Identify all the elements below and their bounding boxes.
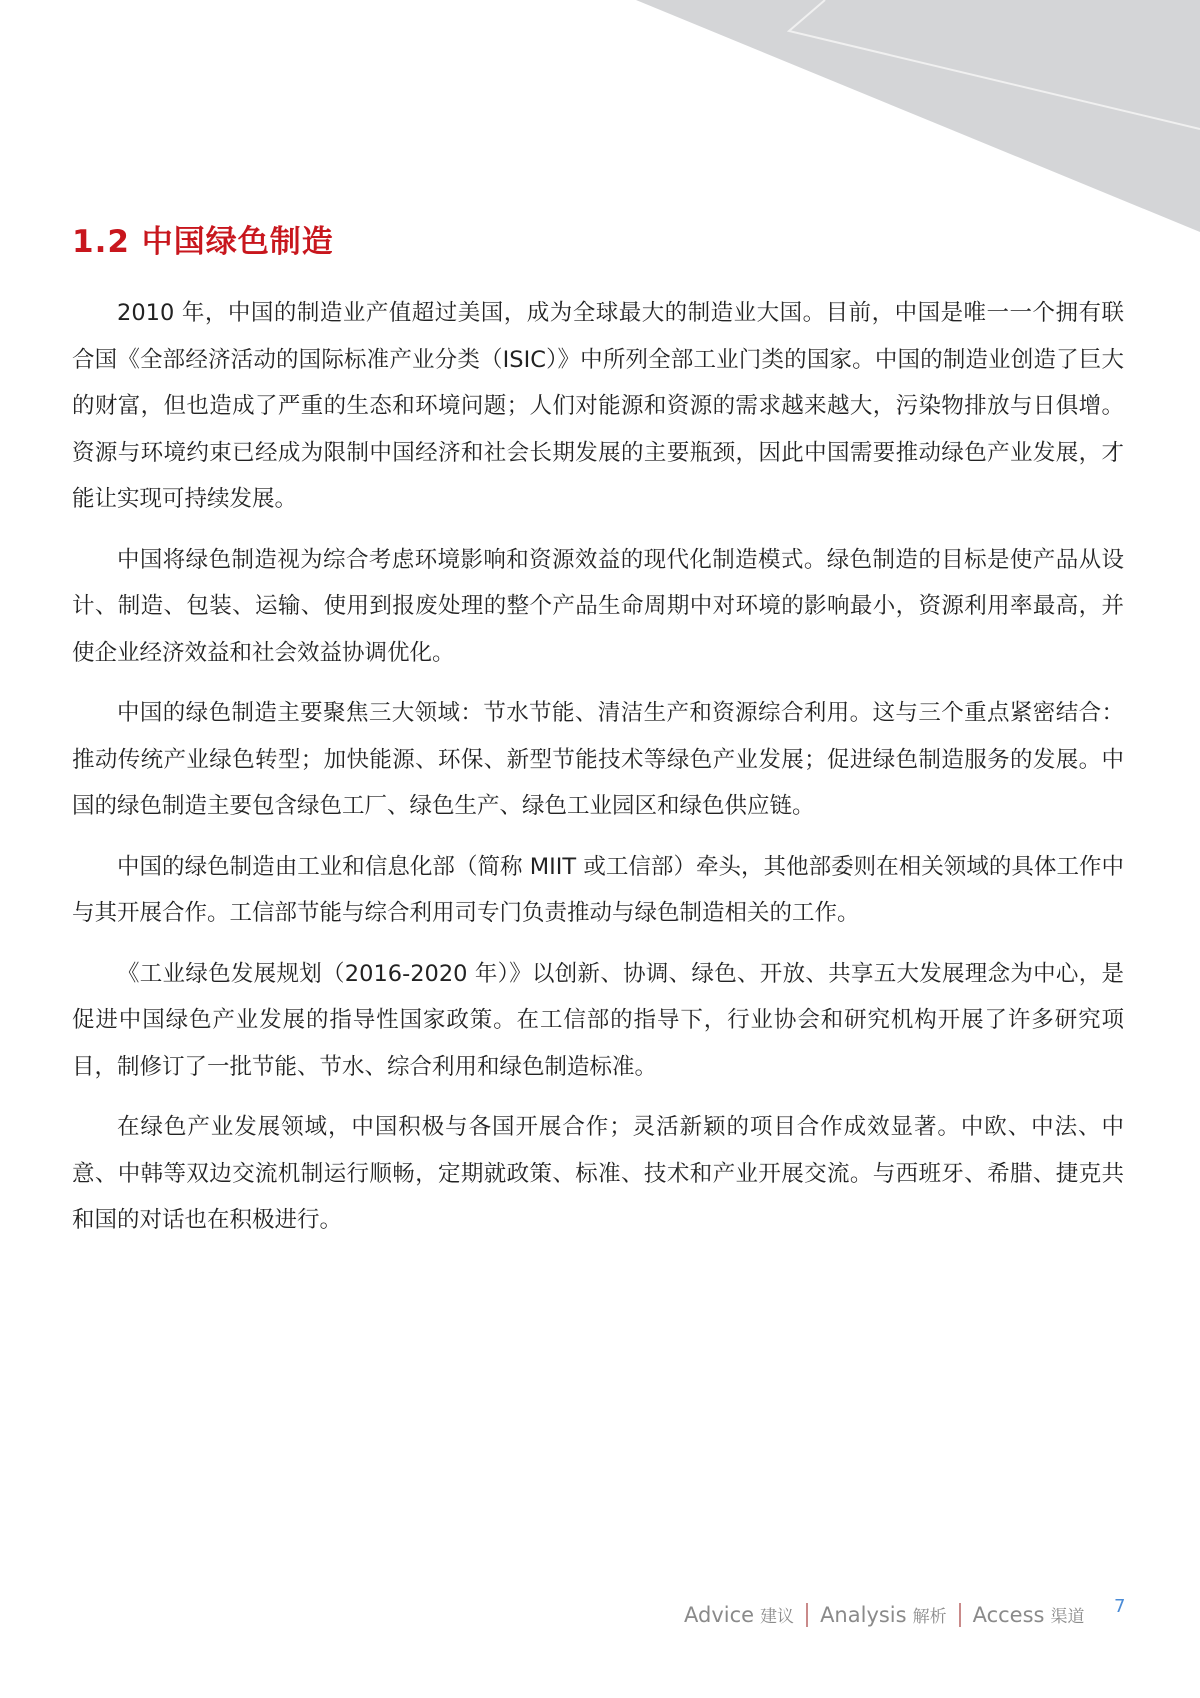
- footer-zh: 渠道: [1050, 1607, 1085, 1627]
- footer-en: Advice: [684, 1603, 755, 1627]
- page-number: 7: [1114, 1596, 1126, 1617]
- paragraph: 中国的绿色制造主要聚焦三大领域：节水节能、清洁生产和资源综合利用。这与三个重点紧密结合：推动传统产业绿色转型；加快能源、环保、新型节能技术等绿色产业发展；促进绿色制造服务的发展。中国的绿色制造主要包含绿色工厂、绿色生产、绿色工业园区和绿色供应链。: [72, 700, 1124, 819]
- footer-zh: 解析: [912, 1607, 947, 1627]
- footer-tagline: [684, 1602, 1084, 1627]
- section-title: 1.2 中国绿色制造: [72, 224, 334, 260]
- paragraph: 中国将绿色制造视为综合考虑环境影响和资源效益的现代化制造模式。绿色制造的目标是使产品从设计、制造、包装、运输、使用到报废处理的整个产品生命周期中对环境的影响最小，资源利用率最高，并使企业经济效益和社会效益协调优化。: [72, 546, 1124, 666]
- footer-advice: [684, 1602, 794, 1627]
- paragraph: 2010 年，中国的制造业产值超过美国，成为全球最大的制造业大国。目前，中国是唯一一个拥有联合国《全部经济活动的国际标准产业分类（ISIC）》中所列全部工业门类的国家。中国的制造业创造了巨大的财富，但也造成了严重的生态和环境问题；人们对能源和资源的需求越来越大，污染物排放与日俱增。资源与环境约束已经成为限制中国经济和社会长期发展的主要瓶颈，因此中国需要推动绿色产业发展，才能让实现可持续发展。: [72, 300, 1124, 512]
- corner-decoration: [0, 0, 1200, 240]
- footer-en: Access: [972, 1603, 1045, 1627]
- footer-en: Analysis: [820, 1603, 907, 1627]
- footer-analysis: [820, 1602, 947, 1627]
- paragraph: 《工业绿色发展规划（2016-2020 年）》以创新、协调、绿色、开放、共享五大发展理念为中心，是促进中国绿色产业发展的指导性国家政策。在工信部的指导下，行业协会和研究机构开展了许多研究项目，制修订了一批节能、节水、综合利用和绿色制造标准。: [72, 960, 1124, 1080]
- divider: [959, 1603, 961, 1627]
- footer-access: [973, 1602, 1085, 1627]
- paragraph: 在绿色产业发展领域，中国积极与各国开展合作；灵活新颖的项目合作成效显著。中欧、中法、中意、中韩等双边交流机制运行顺畅，定期就政策、标准、技术和产业开展交流。与西班牙、希腊、捷克共和国的对话也在积极进行。: [72, 1114, 1124, 1233]
- paragraph: 中国的绿色制造由工业和信息化部（简称 MIIT 或工信部）牵头，其他部委则在相关领域的具体工作中与其开展合作。工信部节能与综合利用司专门负责推动与绿色制造相关的工作。: [72, 853, 1124, 926]
- divider: [806, 1603, 808, 1627]
- footer-zh: 建议: [760, 1607, 795, 1627]
- body-text: [72, 290, 1124, 1258]
